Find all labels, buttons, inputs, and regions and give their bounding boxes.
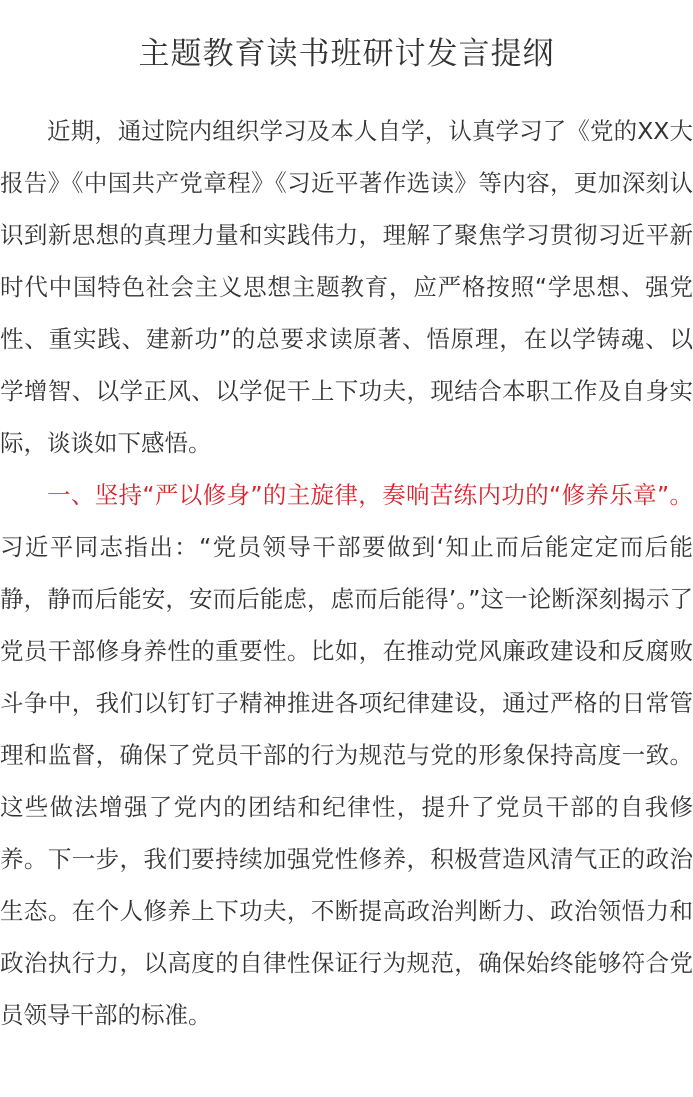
document-title: 主题教育读书班研讨发言提纲 xyxy=(138,36,555,72)
intro-paragraph: 近期，通过院内组织学习及本人自学，认真学习了《党的XX大报告》《中国共产党章程》《习近平著作选读》等内容，更加深刻认识到新思想的真理力量和实践伟力，理解了聚焦学习贯彻习近平新时代中国特色社会主义思想主题教育，应严格按照“学思想、强党性、重实践、建新功”的总要求读原著、悟原理，在以学铸魂、以学增智、以学正风、以学促干上下功夫，现结合本职工作及自身实际，谈谈如下感悟。 xyxy=(0,117,693,457)
section-one-heading: 一、坚持“严以修身”的主旋律，奏响苦练内功的“修养乐章”。 xyxy=(47,481,693,509)
section-one-paragraph xyxy=(0,469,693,1041)
section-one-body: 习近平同志指出：“党员领导干部要做到‘知止而后能定定而后能静，静而后能安，安而后能虑，虑而后能得’。”这一论断深刻揭示了党员干部修身养性的重要性。比如，在推动党风廉政建设和反腐败斗争中，我们以钉钉子精神推进各项纪律建设，通过严格的日常管理和监督，确保了党员干部的行为规范与党的形象保持高度一致。这些做法增强了党内的团结和纪律性，提升了党员干部的自我修养。下一步，我们要持续加强党性修养，积极营造风清气正的政治生态。在个人修养上下功夫，不断提高政治判断力、政治领悟力和政治执行力，以高度的自律性保证行为规范，确保始终能够符合党员领导干部的标准。 xyxy=(0,533,693,1029)
